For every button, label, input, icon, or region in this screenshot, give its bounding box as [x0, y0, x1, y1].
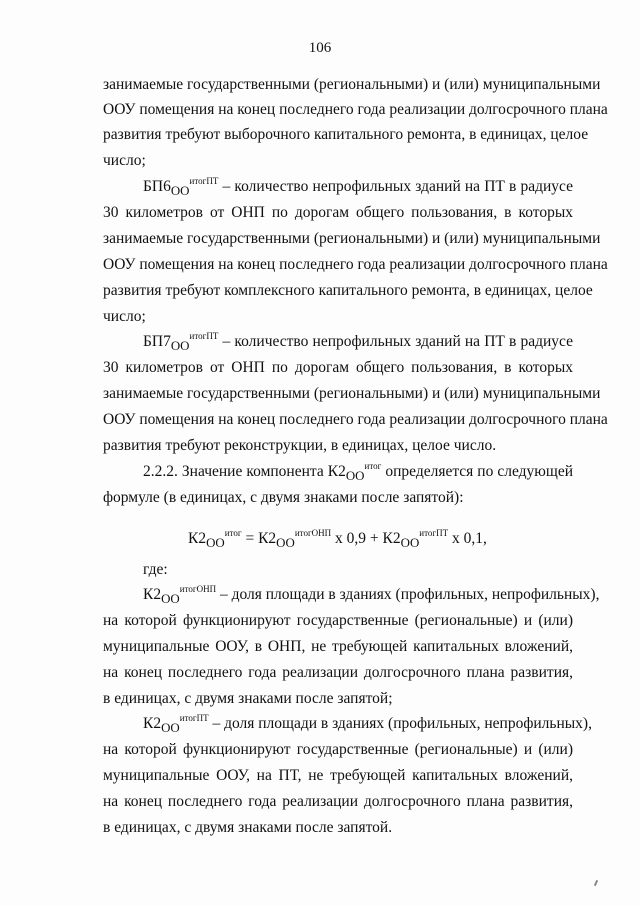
text-line: на конец последнего года реализации долгосрочного плана развития, — [103, 793, 573, 810]
formula-superscript: итог — [224, 528, 242, 538]
text-line: на которой функционируют государственные (региональные) и (или) — [103, 612, 573, 629]
symbol-subscript: ОО — [161, 720, 180, 736]
formula-subscript: ОО — [400, 535, 420, 551]
formula-part: = К2 — [241, 530, 277, 547]
text-line: 30 километров от ОНП по дорогам общего пользования, в которых — [103, 204, 573, 221]
text-line: в единицах, с двумя знаками после запятой; — [103, 690, 393, 707]
definition-line — [143, 713, 592, 738]
text-line: ООУ помещения на конец последнего года реализации долгосрочного плана — [103, 101, 608, 118]
definition-text: – количество непрофильных зданий на ПТ в радиусе — [218, 178, 573, 195]
symbol-superscript: итогПТ — [179, 713, 209, 723]
text-line: занимаемые государственными (региональными) и (или) муниципальными — [103, 385, 601, 402]
text-line: ООУ помещения на конец последнего года реализации долгосрочного плана — [103, 256, 608, 273]
text-line: на конец последнего года реализации долгосрочного плана развития, — [103, 664, 573, 681]
formula-part: К2 — [188, 530, 207, 547]
formula-subscript: ОО — [276, 535, 295, 551]
symbol: К2 — [143, 715, 162, 732]
section-text: 2.2.2. Значение компонента К2 — [143, 463, 346, 480]
scan-mark — [594, 880, 598, 886]
definition-line — [143, 177, 573, 201]
text-line: 30 километров от ОНП по дорогам общего пользования, в которых — [103, 359, 573, 376]
text-line: формуле (в единицах, с двумя знаками после запятой): — [103, 489, 464, 506]
text-line: муниципальные ООУ, на ПТ, не требующей капитальных вложений, — [103, 767, 573, 784]
text-line: в единицах, с двумя знаками после запятой. — [103, 819, 393, 836]
formula-subscript: ОО — [206, 535, 225, 551]
definition-text: – количество непрофильных зданий на ПТ в радиусе — [218, 333, 573, 350]
symbol-superscript: итогПТ — [189, 176, 219, 186]
formula-superscript: итогПТ — [419, 528, 449, 538]
symbol: БП7 — [143, 333, 171, 350]
symbol-superscript: итог — [364, 461, 382, 471]
text-line: развития требуют реконструкции, в единицах, целое число. — [103, 437, 497, 454]
formula-superscript: итогОНП — [294, 528, 332, 538]
text-line: ООУ помещения на конец последнего года реализации долгосрочного плана — [103, 411, 608, 428]
formula-part: x 0,1, — [448, 530, 487, 547]
section-text: определяется по следующей — [381, 463, 573, 480]
definition-line — [143, 332, 573, 356]
symbol-subscript: ОО — [161, 591, 180, 607]
definition-text: – доля площади в зданиях (профильных, непрофильных), — [208, 715, 592, 732]
section-line — [143, 462, 573, 486]
symbol-subscript: ОО — [345, 468, 365, 484]
page-number: 106 — [308, 40, 332, 56]
text-line: число; — [103, 152, 146, 169]
text-line: занимаемые государственными (региональными) и (или) муниципальными — [103, 230, 601, 247]
formula — [188, 529, 487, 553]
symbol-superscript: итогПТ — [189, 331, 219, 341]
text-line: число; — [103, 308, 146, 325]
symbol-subscript: ОО — [170, 183, 190, 199]
symbol: К2 — [143, 586, 162, 603]
formula-part: x 0,9 + К2 — [331, 530, 401, 547]
symbol-subscript: ОО — [170, 338, 190, 354]
where-label: где: — [143, 561, 168, 578]
symbol: БП6 — [143, 178, 171, 195]
text-line: на которой функционируют государственные (региональные) и (или) — [103, 741, 573, 758]
definition-text: – доля площади в зданиях (профильных, непрофильных), — [216, 586, 600, 603]
symbol-superscript: итогОНП — [179, 584, 217, 594]
text-line: развития требуют выборочного капитального ремонта, в единицах, целое — [103, 126, 589, 143]
definition-line — [143, 584, 600, 609]
text-line: муниципальные ООУ, в ОНП, не требующей капитальных вложений, — [103, 638, 573, 655]
text-line: развития требуют комплексного капитального ремонта, в единицах, целое — [103, 282, 593, 299]
text-line: занимаемые государственными (региональными) и (или) муниципальными — [103, 76, 601, 93]
